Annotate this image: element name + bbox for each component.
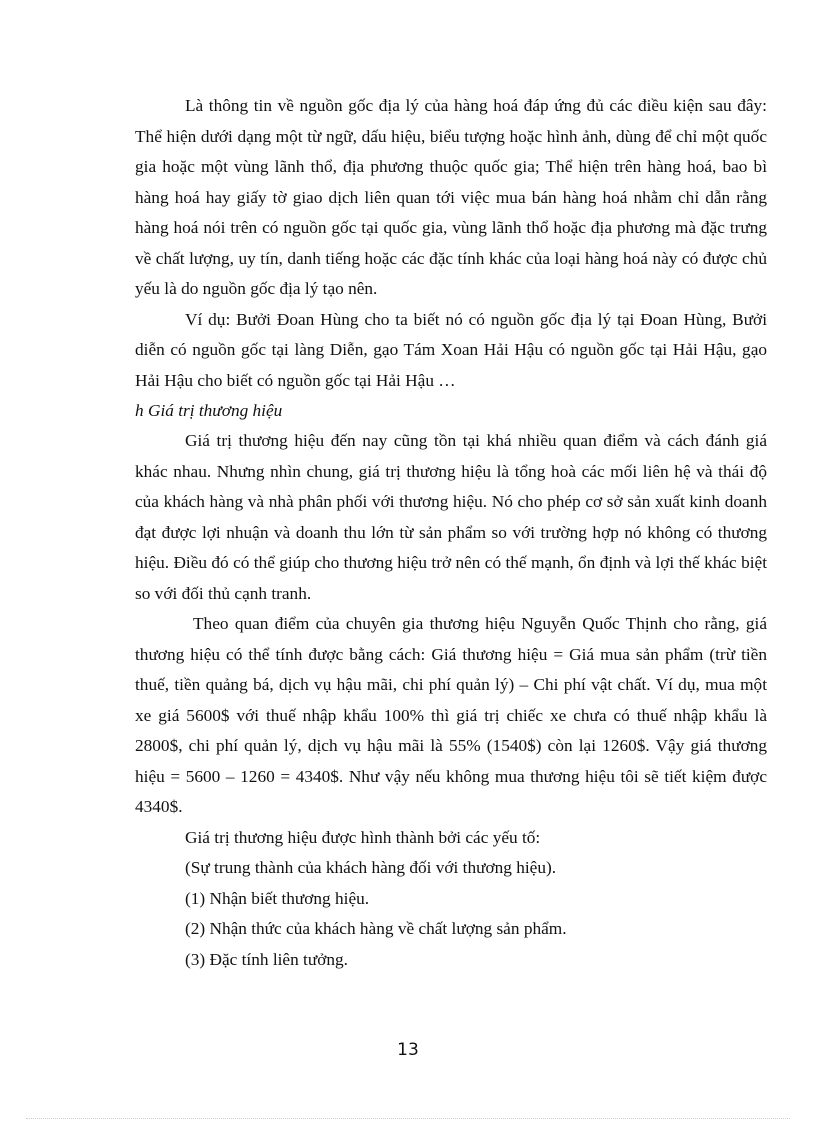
page-number: 13 xyxy=(397,1040,419,1060)
document-page xyxy=(135,91,767,975)
paragraph-factors-intro: Giá trị thương hiệu được hình thành bởi các yếu tố: xyxy=(185,827,541,847)
paragraph-brand-value: Giá trị thương hiệu đến nay cũng tồn tại khá nhiều quan điểm và cách đánh giá khác nhau. Nhưng nhìn chung, giá trị thương hiệu là tổng hoà các mối liên hệ và thái độ của khách hàng và nhà phân phối với thương hiệu. Nó cho phép cơ sở sản xuất kinh doanh đạt được lợi nhuận và doanh thu lớn từ sản phẩm so với trường hợp nó không có thương hiệu. Điều đó có thể giúp cho thương hiệu trở nên có thế mạnh, ổn định và lợi thế khác biệt so với đối thủ cạnh tranh. xyxy=(135,431,767,603)
section-heading-brand-value: h Giá trị thương hiệu xyxy=(135,401,283,420)
list-item: (1) Nhận biết thương hiệu. xyxy=(185,888,370,908)
paragraph-geographic-origin: Là thông tin về nguồn gốc địa lý của hàng hoá đáp ứng đủ các điều kiện sau đây: Thể hiện dưới dạng một từ ngữ, dấu hiệu, biểu tượng hoặc hình ảnh, dùng để chỉ một quốc gia hoặc một vùng lãnh thổ, địa phương thuộc quốc gia; Thể hiện trên hàng hoá, bao bì hàng hoá hay giấy tờ giao dịch liên quan tới việc mua bán hàng hoá nhằm chỉ dẫn rằng hàng hoá nói trên có nguồn gốc tại quốc gia, vùng lãnh thổ hoặc địa phương mà đặc trưng về chất lượng, uy tín, danh tiếng hoặc các đặc tính khác của loại hàng hoá này có được chủ yếu là do nguồn gốc địa lý tạo nên. xyxy=(135,96,767,298)
factor-list xyxy=(135,853,767,975)
paragraph-example: Ví dụ: Bưởi Đoan Hùng cho ta biết nó có nguồn gốc địa lý tại Đoan Hùng, Bưởi diễn có nguồn gốc tại làng Diễn, gạo Tám Xoan Hải Hậu có nguồn gốc tại Hải Hậu, gạo Hải Hậu cho biết có nguồn gốc tại Hải Hậu … xyxy=(135,309,767,390)
list-item: (3) Đặc tính liên tưởng. xyxy=(185,949,348,969)
page-bottom-divider xyxy=(26,1118,790,1119)
list-item: (2) Nhận thức của khách hàng về chất lượng sản phẩm. xyxy=(185,919,567,938)
list-item: (Sự trung thành của khách hàng đối với thương hiệu). xyxy=(185,858,557,877)
paragraph-brand-price: Theo quan điểm của chuyên gia thương hiệu Nguyễn Quốc Thịnh cho rằng, giá thương hiệu có thể tính được bằng cách: Giá thương hiệu = Giá mua sản phẩm (trừ tiền thuế, tiền quảng bá, dịch vụ hậu mãi, chi phí quản lý) – Chi phí vật chất. Ví dụ, mua một xe giá 5600$ với thuế nhập khẩu 100% thì giá trị chiếc xe chưa có thuế nhập khẩu là 2800$, chi phí quản lý, dịch vụ hậu mãi là 55% (1540$) còn lại 1260$. Vậy giá thương hiệu = 5600 – 1260 = 4340$. Như vậy nếu không mua thương hiệu tôi sẽ tiết kiệm được 4340$. xyxy=(135,614,767,816)
